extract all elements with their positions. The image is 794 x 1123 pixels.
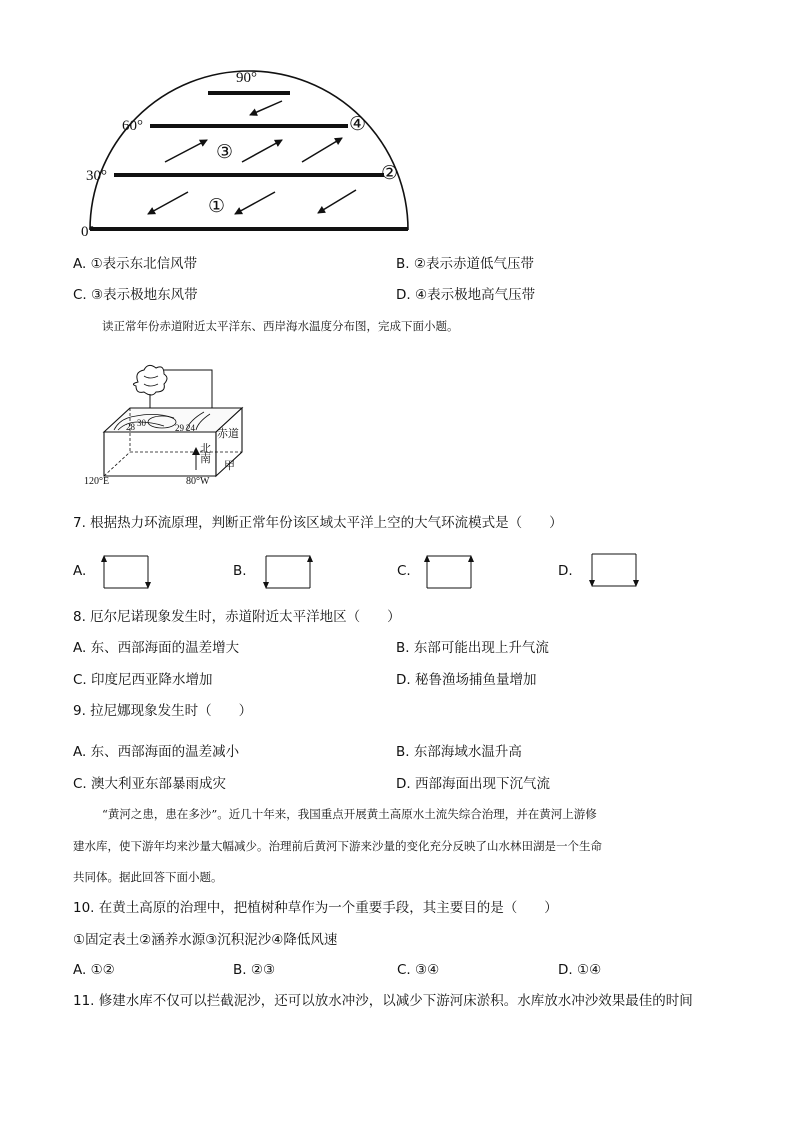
wind-belt-diagram [70, 60, 410, 245]
wind-arrow [318, 190, 356, 213]
isotherm-30: 30 [137, 418, 146, 428]
q10-option-a[interactable]: A. ①② [73, 962, 115, 978]
pacific-sst-diagram [82, 360, 252, 488]
q7-option-d[interactable]: D. [558, 563, 573, 579]
intro-paragraph-2-line-2: 建水库，使下游年均来沙量大幅减少。治理前后黄河下游来沙量的变化充分反映了山水林田湖是一个生命 [73, 839, 602, 853]
isotherm-29: 29 [175, 423, 184, 433]
wind-arrow [242, 140, 282, 162]
wind-arrow [302, 138, 342, 162]
isotherm-28: 28 [126, 422, 135, 432]
cloud-icon [133, 365, 167, 395]
circulation-pattern-c[interactable] [423, 552, 475, 592]
q7-stem: 7. 根据热力环流原理，判断正常年份该区域太平洋上空的大气环流模式是（ ） [73, 515, 563, 531]
q6-option-b[interactable]: B. ②表示赤道低气压带 [396, 256, 534, 272]
q9-option-b[interactable]: B. 东部海域水温升高 [396, 744, 522, 760]
q7-option-c[interactable]: C. [397, 563, 411, 579]
wind-arrow [165, 140, 207, 162]
q7-option-a[interactable]: A. [73, 563, 87, 579]
circulation-pattern-b[interactable] [262, 552, 314, 592]
intro-paragraph-1: 读正常年份赤道附近太平洋东、西岸海水温度分布图，完成下面小题。 [102, 319, 459, 333]
q8-stem: 8. 厄尔尼诺现象发生时，赤道附近太平洋地区（ ） [73, 609, 401, 625]
lon-80w-label: 80°W [186, 476, 210, 487]
lat-60-label: 60° [122, 118, 143, 134]
q8-option-b[interactable]: B. 东部可能出现上升气流 [396, 640, 549, 656]
wind-arrow [235, 192, 275, 214]
q10-option-d[interactable]: D. ①④ [558, 962, 602, 978]
q10-option-b[interactable]: B. ②③ [233, 962, 276, 978]
mark-4-label: ④ [349, 114, 367, 135]
south-label: 南 [200, 452, 211, 465]
lon-120e-label: 120°E [84, 476, 110, 487]
q8-option-a[interactable]: A. 东、西部海面的温差增大 [73, 640, 240, 656]
q10-stem: 10. 在黄土高原的治理中，把植树种草作为一个重要手段，其主要目的是（ ） [73, 900, 558, 916]
north-label: 北 [200, 442, 211, 455]
q10-option-c[interactable]: C. ③④ [397, 962, 440, 978]
q10-items: ①固定表土②涵养水源③沉积泥沙④降低风速 [73, 932, 338, 948]
mark-2-label: ② [381, 163, 399, 184]
jia-label: 甲 [224, 459, 235, 472]
q9-option-a[interactable]: A. 东、西部海面的温差减小 [73, 744, 240, 760]
lat-0-label: 0° [81, 224, 95, 240]
q6-option-d[interactable]: D. ④表示极地高气压带 [396, 287, 536, 303]
q7-option-b[interactable]: B. [233, 563, 247, 579]
mark-1-label: ① [208, 196, 226, 217]
q9-option-d[interactable]: D. 西部海面出现下沉气流 [396, 776, 550, 792]
q6-option-c[interactable]: C. ③表示极地东风带 [73, 287, 198, 303]
circulation-pattern-a[interactable] [100, 552, 152, 592]
circulation-line [164, 370, 212, 412]
lat-30-label: 30° [86, 168, 107, 184]
equator-label: 赤道 [217, 427, 239, 440]
wind-arrow [250, 101, 282, 115]
q9-stem: 9. 拉尼娜现象发生时（ ） [73, 703, 253, 719]
q9-option-c[interactable]: C. 澳大利亚东部暴雨成灾 [73, 776, 227, 792]
q8-option-d[interactable]: D. 秘鲁渔场捕鱼量增加 [396, 672, 537, 688]
circulation-pattern-d[interactable] [588, 550, 640, 590]
q6-option-a[interactable]: A. ①表示东北信风带 [73, 256, 198, 272]
isotherm-24: 24 [186, 423, 195, 433]
intro-paragraph-2-line-3: 共同体。据此回答下面小题。 [73, 870, 223, 884]
lat-90-label: 90° [236, 70, 257, 86]
q8-option-c[interactable]: C. 印度尼西亚降水增加 [73, 672, 213, 688]
mark-3-label: ③ [216, 142, 234, 163]
intro-paragraph-2-line-1: “黄河之患，患在多沙”。近几十年来，我国重点开展黄土高原水土流失综合治理，并在黄河上游修 [102, 807, 597, 821]
wind-arrow [148, 192, 188, 214]
q11-stem: 11. 修建水库不仅可以拦截泥沙，还可以放水冲沙，以减少下游河床淤积。水库放水冲沙效果最佳的时间 [73, 993, 693, 1009]
